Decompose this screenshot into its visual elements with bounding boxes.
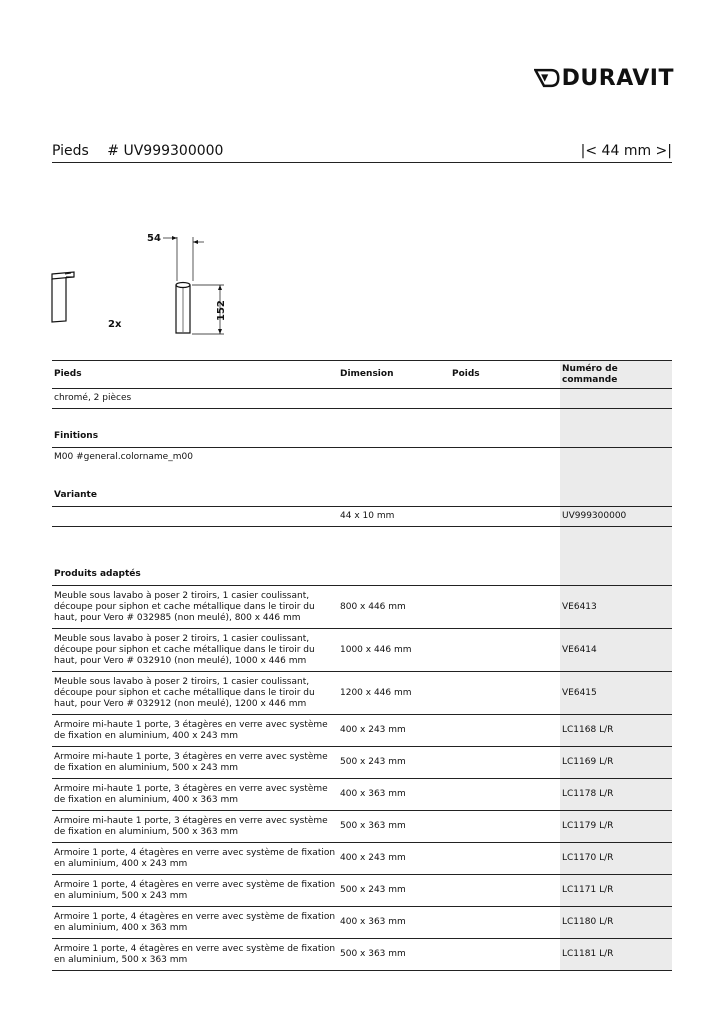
product-row: [52, 672, 672, 715]
variant-row: [52, 507, 672, 527]
product-description: Armoire 1 porte, 4 étagères en verre avec système de fixation en aluminium, 500 x 243 mm: [54, 879, 336, 901]
product-dimension: 500 x 243 mm: [340, 885, 406, 895]
foot-dimensioned: [176, 283, 190, 334]
foot-perspective: [52, 272, 74, 322]
dimension-height: [192, 285, 227, 334]
product-dimension: 500 x 363 mm: [340, 949, 406, 959]
product-weight: [450, 907, 560, 939]
product-dimension: 400 x 363 mm: [340, 917, 406, 927]
technical-drawing: [40, 225, 260, 345]
product-order-number: LC1178 L/R: [560, 779, 672, 811]
product-order-number: LC1171 L/R: [560, 875, 672, 907]
product-dimension: 400 x 243 mm: [340, 853, 406, 863]
product-row: [52, 843, 672, 875]
product-name: Pieds: [52, 143, 89, 159]
product-weight: [450, 843, 560, 875]
product-row: [52, 779, 672, 811]
product-dimension: 1000 x 446 mm: [340, 644, 412, 655]
product-row: [52, 811, 672, 843]
product-order-number: LC1180 L/R: [560, 907, 672, 939]
product-weight: [450, 875, 560, 907]
product-dimension: 400 x 363 mm: [340, 789, 406, 799]
product-weight: [450, 629, 560, 672]
header-name: Pieds: [54, 369, 82, 379]
header-weight: Poids: [452, 369, 480, 379]
count-label: 2x: [108, 319, 122, 330]
product-dimension: 800 x 446 mm: [340, 601, 406, 612]
product-weight: [450, 779, 560, 811]
variant-title: Variante: [54, 490, 97, 500]
finish-item-row: [52, 448, 672, 468]
finishes-title: Finitions: [54, 431, 99, 441]
product-dimension: 400 x 243 mm: [340, 725, 406, 735]
product-row: [52, 747, 672, 779]
product-dimension: 500 x 243 mm: [340, 757, 406, 767]
product-description: Armoire mi-haute 1 porte, 3 étagères en verre avec système de fixation en aluminium, 400 x 363 mm: [54, 783, 328, 805]
product-row: [52, 586, 672, 629]
product-title-bar: [52, 143, 672, 163]
products-title: Produits adaptés: [54, 569, 141, 579]
product-description: Armoire 1 porte, 4 étagères en verre avec système de fixation en aluminium, 400 x 363 mm: [54, 911, 336, 933]
product-description: Meuble sous lavabo à poser 2 tiroirs, 1 casier coulissant, découpe pour siphon et cache métallique dans le tiroir du haut, pour Vero # 032910 (non meulé), 1000 x 446 mm: [54, 633, 315, 666]
spec-table: [52, 360, 672, 971]
product-description: Meuble sous lavabo à poser 2 tiroirs, 1 casier coulissant, découpe pour siphon et cache métallique dans le tiroir du haut, pour Vero # 032912 (non meulé), 1200 x 446 mm: [54, 676, 315, 709]
product-order-number: VE6414: [560, 629, 672, 672]
finish-item: M00 #general.colorname_m00: [54, 452, 193, 463]
table-header-row: [52, 361, 672, 389]
product-row: [52, 875, 672, 907]
variant-section-row: [52, 468, 672, 507]
product-row: [52, 715, 672, 747]
duravit-logo: [534, 63, 674, 93]
product-title: [52, 143, 223, 159]
product-dimension: 500 x 363 mm: [340, 821, 406, 831]
product-description: Meuble sous lavabo à poser 2 tiroirs, 1 casier coulissant, découpe pour siphon et cache métallique dans le tiroir du haut, pour Vero # 032985 (non meulé), 800 x 446 mm: [54, 590, 315, 623]
product-order-number: LC1169 L/R: [560, 747, 672, 779]
finishes-section-row: [52, 409, 672, 448]
product-weight: [450, 586, 560, 629]
product-description: Armoire 1 porte, 4 étagères en verre avec système de fixation en aluminium, 500 x 363 mm: [54, 943, 336, 965]
product-description: Armoire mi-haute 1 porte, 3 étagères en verre avec système de fixation en aluminium, 400 x 243 mm: [54, 719, 328, 741]
header-dimension: Dimension: [340, 369, 394, 379]
product-order-number: LC1168 L/R: [560, 715, 672, 747]
product-order-number: LC1181 L/R: [560, 939, 672, 971]
product-row: [52, 629, 672, 672]
product-row: [52, 939, 672, 971]
product-weight: [450, 672, 560, 715]
width-marker: |< 44 mm >|: [580, 143, 672, 159]
main-item-name: chromé, 2 pièces: [54, 393, 132, 403]
duravit-logo-icon: [534, 63, 560, 93]
header-order-number: Numéro de commande: [560, 361, 672, 389]
dimension-width-label: 54: [147, 233, 161, 244]
product-description: Armoire 1 porte, 4 étagères en verre avec système de fixation en aluminium, 400 x 243 mm: [54, 847, 336, 869]
product-order-number: LC1179 L/R: [560, 811, 672, 843]
product-order-number: VE6415: [560, 672, 672, 715]
product-weight: [450, 811, 560, 843]
variant-dimension: 44 x 10 mm: [340, 511, 395, 521]
variant-order-number: UV999300000: [560, 507, 672, 527]
product-weight: [450, 747, 560, 779]
product-description: Armoire mi-haute 1 porte, 3 étagères en verre avec système de fixation en aluminium, 500 x 363 mm: [54, 815, 328, 837]
product-dimension: 1200 x 446 mm: [340, 687, 412, 698]
duravit-logo-text: DURAVIT: [561, 65, 674, 91]
product-description: Armoire mi-haute 1 porte, 3 étagères en verre avec système de fixation en aluminium, 500 x 243 mm: [54, 751, 328, 773]
product-order-number: LC1170 L/R: [560, 843, 672, 875]
dimension-width: [147, 233, 204, 281]
main-item-row: [52, 389, 672, 409]
product-sku: # UV999300000: [107, 143, 224, 159]
product-row: [52, 907, 672, 939]
products-section-row: [52, 527, 672, 586]
product-order-number: VE6413: [560, 586, 672, 629]
product-weight: [450, 715, 560, 747]
product-weight: [450, 939, 560, 971]
dimension-height-label: 152: [216, 300, 227, 321]
